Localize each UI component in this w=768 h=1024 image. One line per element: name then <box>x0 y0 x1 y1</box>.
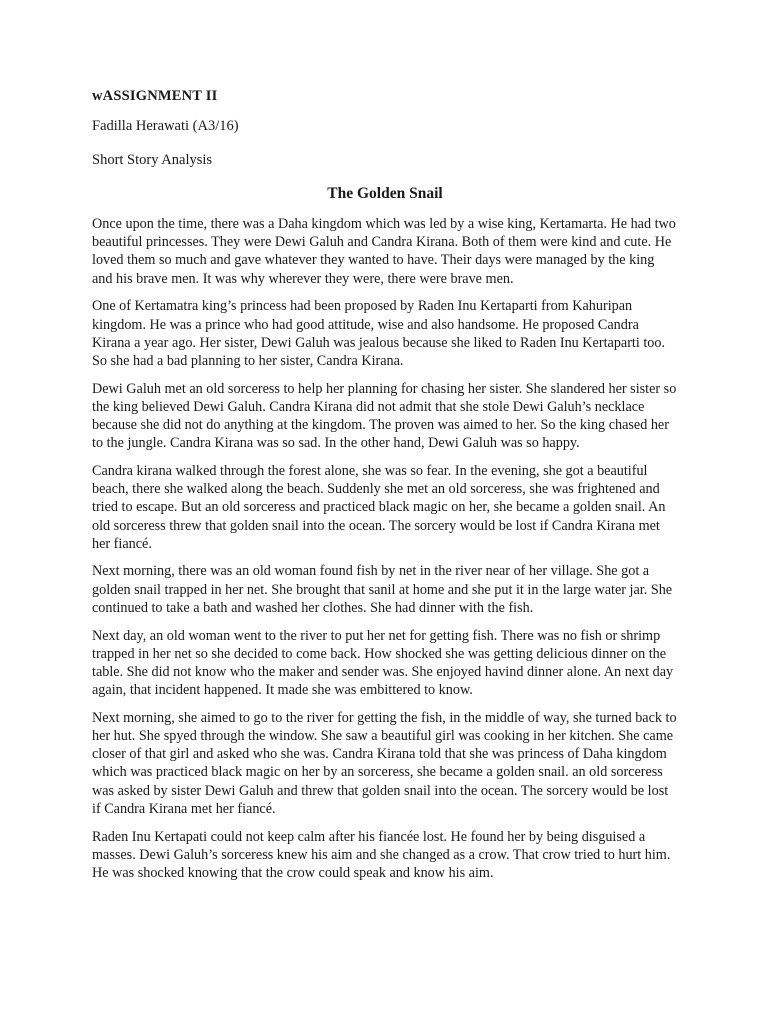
story-paragraph: Candra kirana walked through the forest alone, she was so fear. In the evening, she got a beautiful beach, there she walked along the beach. Suddenly she met an old sorceress, she was frightened and tried to escape. But an old sorceress and practiced black magic on her, she became a golden snail. An old sorceress threw that golden snail into the ocean. The sorcery would be lost if Candra Kirana met her fiancé. <box>92 462 666 552</box>
assignment-heading: wASSIGNMENT II <box>92 88 218 104</box>
document-page <box>92 86 678 892</box>
story-paragraph: Next day, an old woman went to the river to put her net for getting fish. There was no fish or shrimp trapped in her net so she decided to come back. How shocked she was getting delicious dinner on the table. She did not know who the maker and sender was. She enjoyed havind dinner alone. An next day again, that incident happened. It made she was embittered to know. <box>92 627 674 699</box>
story-paragraph: Next morning, she aimed to go to the river for getting the fish, in the middle of way, she turned back to her hut. She spyed through the window. She saw a beautiful girl was cooking in her kitchen. She came closer of that girl and asked who she was. Candra Kirana told that she was princess of Daha kingdom which was practiced black magic on her by an sorceress, she became a golden snail. an old sorceress was asked by sister Dewi Galuh and threw that golden snail into the ocean. The sorcery would be lost if Candra Kirana met her fiancé. <box>92 709 677 817</box>
author-line: Fadilla Herawati (A3/16) <box>92 118 239 134</box>
story-paragraph: Once upon the time, there was a Daha kingdom which was led by a wise king, Kertamarta. He had two beautiful princesses. They were Dewi Galuh and Candra Kirana. Both of them were kind and cute. He loved them so much and gave whatever they wanted to have. Their days were managed by the king and his brave men. It was why wherever they were, there were brave men. <box>92 216 676 287</box>
story-paragraph: Next morning, there was an old woman found fish by net in the river near of her village. She got a golden snail trapped in her net. She brought that sanil at home and she put it in the large water jar. She continued to take a bath and washed her clothes. She had dinner with the fish. <box>92 563 673 616</box>
story-paragraph: Dewi Galuh met an old sorceress to help her planning for chasing her sister. She slandered her sister so the king believed Dewi Galuh. Candra Kirana did not admit that she stole Dewi Galuh’s necklace because she did not do anything at the kingdom. The proven was aimed to her. So the king chased her to the jungle. Candra Kirana was so sad. In the other hand, Dewi Galuh was so happy. <box>92 380 677 452</box>
document-subtitle: Short Story Analysis <box>92 152 213 168</box>
story-title: The Golden Snail <box>327 185 443 202</box>
story-paragraph: Raden Inu Kertapati could not keep calm after his fiancée lost. He found her by being disguised a masses. Dewi Galuh’s sorceress knew his aim and she changed as a crow. That crow tried to hurt him. He was shocked knowing that the crow could speak and know his aim. <box>92 828 671 881</box>
story-paragraph: One of Kertamatra king’s princess had been proposed by Raden Inu Kertaparti from Kahuripan kingdom. He was a prince who had good attitude, wise and also handsome. He proposed Candra Kirana a year ago. Her sister, Dewi Galuh was jealous because she liked to Raden Inu Kertaparti too. So she had a bad planning to her sister, Candra Kirana. <box>92 298 666 369</box>
